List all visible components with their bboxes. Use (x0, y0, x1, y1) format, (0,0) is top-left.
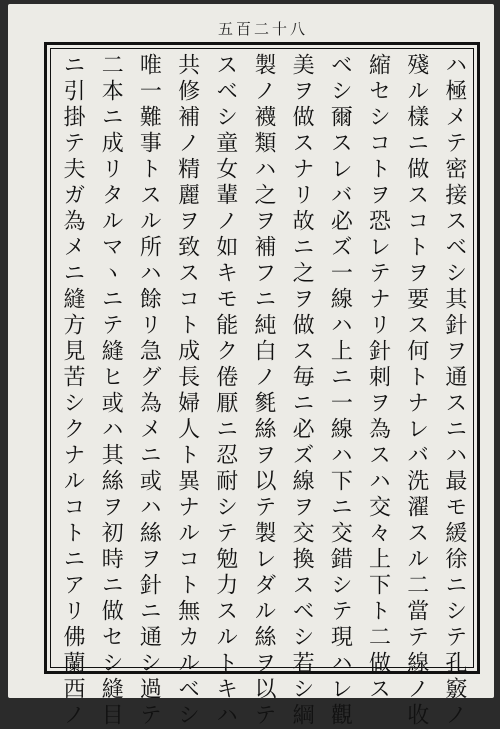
page-number-header: 五百二十八 (217, 20, 308, 38)
text-columns (60, 53, 467, 729)
text-frame-inner-rule (50, 48, 474, 729)
text-column: 殘ル樣ニ做スコトヲ要ス何トナレバ洗濯スル二當テ線ノ收 (403, 53, 429, 729)
text-column: スベシ童女輩ノ如キモ能ク倦厭ニ忍耐シテ勉力スルトキハ (212, 53, 238, 729)
text-column: 二本ニ成リタルマヽニテ縫ヒ或ハ其絲ヲ初時ニ做セシ縫目 (98, 53, 124, 729)
text-column: 縮セシコトヲ恐レテナリ針刺ヲ為スハ交々上下ト二做ス (365, 53, 391, 703)
text-column: 唯一難事トスル所ハ餘リ急グ為メニ或ハ絲ヲ針ニ通シ過テ (136, 53, 162, 729)
text-column: 美ヲ做スナリ故ニ之ヲ做ス毎ニ必ズ線ヲ交換スベシ若シ綱 (289, 53, 315, 729)
text-column: ハ極メテ密接スベシ其針ヲ通スニハ最モ緩徐ニシテ孔竅ノ (441, 53, 467, 729)
text-column: ベシ爾スレバ必ズ一線ハ上ニ一線ハ下ニ交錯シテ現ハレ觀 (327, 53, 353, 729)
text-frame (44, 42, 480, 729)
text-column: 共修補ノ精麗ヲ致スコト成長婦人ト異ナルコト無カルベシ (174, 53, 200, 729)
book-page (8, 4, 494, 729)
text-column: 製ノ襪類ハ之ヲ補フニ純白ノ毿絲ヲ以テ製レダル絲ヲ以テ (250, 53, 276, 729)
text-column: ニ引掛テ夫ガ為メニ縫方見苦シクナルコトニアリ佛蘭西ノ (60, 53, 85, 729)
